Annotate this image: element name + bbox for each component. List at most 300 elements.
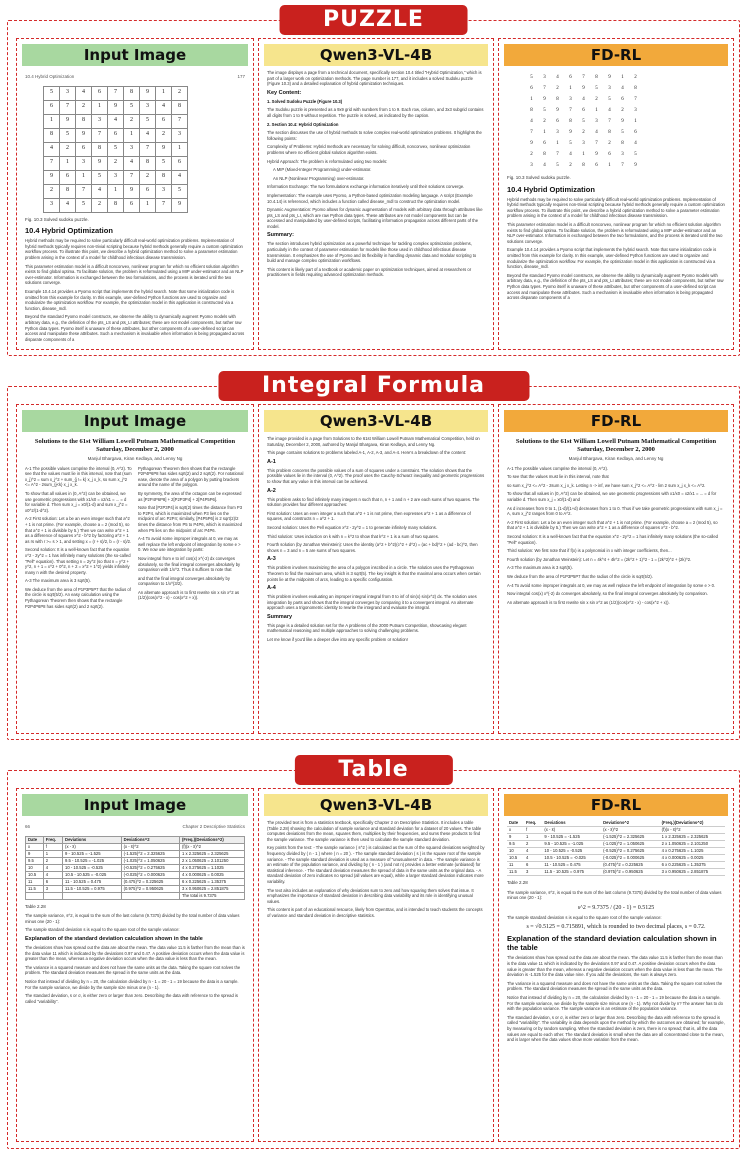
sudoku-cell: 8 xyxy=(140,156,156,170)
sudoku-cell: 3 xyxy=(92,114,108,128)
sudoku-cell: 1 xyxy=(543,129,546,135)
paragraph: Beyond the standard Pyomo model constructs, we observe the ability to dynamically augment Pyomo models with arbitrary data, e.g., the definition of the pts_LS and pts_LI attributes; these are not model components, but rather raw Python data types. Pyomo itself is unaware of these attributes, but other components of a user-defined script can access and manipulate these attributes. Such a mechanism is invaluable when information is being propagated across disparate components of a xyxy=(507,272,724,301)
solution-text: To show that all values in (0, A^2) can be obtained, we use geometric progressions with x1/x0 = x2/x1 = ... = d for variable d. Then sum x_j = x0/(1-d) and sum x_j^2 = x0^2/(1-d^2). xyxy=(25,490,128,513)
paper-authors: Manjul Bhargava, Kiran Kedlaya, and Lenny Ng xyxy=(568,456,664,461)
sudoku-cell: 5 xyxy=(156,156,172,170)
solution-text: Now integral cos(x) x^(-2) dx converges absolutely, so the final integral converges absolutely by comparison. xyxy=(507,591,708,597)
table-cell: f xyxy=(43,843,62,850)
sudoku-cell: 3 xyxy=(582,140,585,146)
paragraph: The standard deviation, s or σ, is either zero or larger than zero. Describing the data with reference to the spread is called "variability". The variability in data depends upon the method by which the outcomes are obtained; for example, by measuring or by random sampling. When the standard deviation is zero, there is no spread; that is, all the data values are equal to each other. The standard deviation is small when the data are all concentrated close to the mean, and is larger when the data values show more variation from the mean. xyxy=(507,1014,725,1043)
sudoku-cell: 8 xyxy=(595,74,598,80)
sudoku-cell: 6 xyxy=(582,107,585,113)
sudoku-cell: 4 xyxy=(543,162,546,168)
table-row xyxy=(26,864,245,871)
paragraph: Let me know if you'd like a deeper dive into any specific problem or solution! xyxy=(267,637,408,643)
subheading: 1. Solved Sudoku Puzzle (Figure 10.3) xyxy=(267,98,343,104)
sudoku-row xyxy=(44,128,188,142)
bullet-item: Complexity of Problems: Hybrid methods are necessary for solving difficult, nonconvex, nonlinear optimization problems where no efficient global solution algorithm exists. xyxy=(267,144,471,155)
table-cell: 10 xyxy=(507,848,524,855)
panel-input-image xyxy=(16,788,254,1142)
table-cell: (0.975)^2 = 0.950625 xyxy=(121,885,179,892)
paragraph: The section discusses the use of hybrid methods to solve complex real-world optimization problems. It highlights the following points: xyxy=(267,130,482,141)
sudoku-cell: 5 xyxy=(543,107,546,113)
table-header-cell: Date xyxy=(507,820,524,827)
table-row xyxy=(26,857,245,864)
sudoku-cell: 9 xyxy=(608,74,611,80)
sudoku-cell: 5 xyxy=(44,86,60,100)
table-cell: 4 xyxy=(43,871,62,878)
table-row xyxy=(507,862,725,869)
sudoku-cell: 5 xyxy=(124,100,140,114)
table-cell: 9 - 10.525 = -1.525 xyxy=(542,834,601,841)
solution-text: A-2 First solution: Let a be an even integer such that a^2 + 1 is not prime. (For example, choose a = 2 (mod 5), so that a^2 + 1 is divisible by 5.) Then we can write a^2 + 1 as a difference of squares x^2 - b^2. xyxy=(507,519,718,531)
sudoku-cell: 8 xyxy=(124,86,140,100)
sudoku-cell: 7 xyxy=(556,151,559,157)
sudoku-cell: 9 xyxy=(140,86,156,100)
table-cell: 10 xyxy=(26,864,44,871)
sudoku-cell: 4 xyxy=(621,85,624,91)
subheading: Explanation of the standard deviation calculation shown in the table xyxy=(25,935,203,942)
table-row xyxy=(507,834,725,841)
sudoku-cell: 4 xyxy=(76,86,92,100)
paragraph: This problem concerns the possible values of a sum of squares under a constraint. The solution shows that the possible values lie in the interval (0, A^2). The proof uses the Cauchy-Schwarz inequality and geometric progressions to show that any value in this interval can be achieved. xyxy=(267,467,485,484)
table-header-cell: Date xyxy=(26,836,44,843)
table-cell: The total is 9.7375 xyxy=(179,892,244,899)
table-row xyxy=(26,850,245,857)
sudoku-cell: 4 xyxy=(92,184,108,198)
sudoku-cell: 3 xyxy=(76,156,92,170)
sudoku-cell: 3 xyxy=(556,129,559,135)
sudoku-cell: 8 xyxy=(556,96,559,102)
sudoku-cell: 7 xyxy=(530,129,533,135)
paragraph: The deviations show how spread out the data are about the mean. The data value 11.5 is farther from the mean than is the data value 11 which is indicated by the deviations 0.97 and 0.47. A positive deviation occurs when the data value is greater than the mean, whereas a negative deviation occurs when the data value is less than the mean. xyxy=(25,944,245,962)
table-row xyxy=(507,855,725,862)
sudoku-cell: 4 xyxy=(140,128,156,142)
bullet-item: Third solution: Uses induction on k with n = k^2 to show that k^2 + 1 is a sum of two squares. xyxy=(267,533,439,539)
solution-text: A-1 The possible values comprise the interval (0, A^2). To see that the values must lie in this interval, note that (sum x_j)^2 = sum x_j^2 + sum_{j != k} x_j x_k, so sum x_j^2 <= A^2 - 2sum_{j<k} x_j x_k. xyxy=(25,465,132,488)
sudoku-cell: 7 xyxy=(76,184,92,198)
sudoku-cell: 6 xyxy=(621,96,624,102)
solution-text: A-2 First solution: Let a be an even integer such that a^2 + 1 is not prime. (For example, choose a = 2 (mod 5), so that a^2 + 1 is divisible by 5.) Then we can write a^2 + 1 as a difference of squares x^2 - b^2 by factoring a^2 + 1 as rs with r >= s > 1, and setting x = (r + s)/2, b = (r - s)/2. xyxy=(25,516,132,544)
table-caption: Table 2.28 xyxy=(25,903,46,909)
paragraph: Example 10.4.14 provides a Pyomo script that implements the hybrid search. Note that some initialization code is omitted from this example for clarity. In this example, user-defined Python functions are used to organize and modularize the optimization workflow. For example, the optimization model in this application is constructed via a function, disease_mdl. xyxy=(507,247,717,270)
intro-text: This page contains solutions to problems labeled A-1, A-2, A-3, and A-4. Here's a breakdown of the content: xyxy=(267,450,467,456)
sudoku-cell: 5 xyxy=(92,170,108,184)
table-cell: 9.5 xyxy=(26,857,44,864)
panel-header: Qwen3-VL-4B xyxy=(264,44,488,66)
sudoku-cell: 6 xyxy=(140,184,156,198)
sudoku-cell: 1 xyxy=(76,170,92,184)
table-header-cell: Deviations xyxy=(63,836,122,843)
sudoku-cell: 1 xyxy=(172,142,188,156)
solution-text: A-1 The possible values comprise the interval (0, A^2). xyxy=(507,465,609,471)
sudoku-cell: 7 xyxy=(569,107,572,113)
sudoku-cell: 8 xyxy=(608,129,611,135)
subheading: Summary xyxy=(267,613,293,620)
table-cell: 11.5 xyxy=(507,869,524,876)
sudoku-cell: 5 xyxy=(634,151,637,157)
table-cell xyxy=(43,892,62,899)
sudoku-cell: 3 xyxy=(172,128,188,142)
paragraph: The deviations show how spread out the data are about the mean. The data value 11.5 is farther from the mean than is the data value 11 which is indicated by the deviations 0.97 and 0.47. A positive deviation occurs when the data value is greater than the mean, whereas a negative deviation occurs when the data value is less than the mean. The deviation is -1.525 for the data value nine. If you add the deviations, the sum is always zero. xyxy=(507,955,723,978)
sudoku-cell: 7 xyxy=(621,162,624,168)
sudoku-cell: 5 xyxy=(172,184,188,198)
sudoku-cell: 7 xyxy=(172,114,188,128)
sudoku-cell: 6 xyxy=(543,140,546,146)
table-cell: 3 xyxy=(43,885,62,892)
page-header xyxy=(25,824,245,830)
sudoku-cell: 1 xyxy=(124,128,140,142)
sudoku-cell: 5 xyxy=(530,74,533,80)
sudoku-cell: 8 xyxy=(60,184,76,198)
subheading: Key Content: xyxy=(267,89,302,96)
paper-title: Solutions to the 61st William Lowell Putnam Mathematical Competition Saturday, December 2, 2000 xyxy=(34,438,236,453)
column-right xyxy=(138,466,245,613)
panel-header: Input Image xyxy=(22,44,248,66)
sudoku-cell: 1 xyxy=(140,198,156,212)
sudoku-cell: 4 xyxy=(608,107,611,113)
sudoku-cell: 3 xyxy=(530,162,533,168)
sudoku-cell: 7 xyxy=(543,85,546,91)
sudoku-cell: 6 xyxy=(634,129,637,135)
sudoku-cell: 6 xyxy=(172,156,188,170)
paragraph: This parameter estimation model is a difficult nonconvex, nonlinear program for which no efficient solution algorithm exists to find global optima. To facilitate solution, the problem is reformulated using a MIP under-estimator and an NLP over-estimator. Information is exchanged between the two formulations, and the process is iterated until the two solutions converge. xyxy=(507,221,723,244)
sudoku-cell: 2 xyxy=(60,142,76,156)
sudoku-cell: 2 xyxy=(124,114,140,128)
sudoku-cell: 9 xyxy=(76,128,92,142)
sudoku-cell: 5 xyxy=(595,85,598,91)
table-cell: 1 xyxy=(524,834,542,841)
paragraph: Beyond the standard Pyomo model constructs, we observe the ability to dynamically augment Pyomo models with arbitrary data, e.g., the definition of the pts_LS and pts_LI attributes; these are not model components, but rather raw Python data types. Pyomo itself is unaware of these attributes, but other components of a user-defined script can access and manipulate these attributes. Such a mechanism is invaluable when information is being propagated across disparate components of a xyxy=(25,314,245,342)
section-heading: 10.4 Hybrid Optimization xyxy=(507,184,595,194)
table-cell xyxy=(26,892,44,899)
solution-text: An alternate approach is to first rewrite sin x sin x^2 as (1/2)(cos(x^2 - x) - cos(x^2 + x)). xyxy=(507,599,670,605)
sudoku-row xyxy=(44,86,188,100)
sudoku-cell: 4 xyxy=(156,100,172,114)
paragraph: The sample standard deviation s is equal to the square root of the sample variance: xyxy=(507,914,662,920)
table-cell: 6 xyxy=(43,878,62,885)
sudoku-cell: 8 xyxy=(634,85,637,91)
sudoku-cell: 3 xyxy=(608,85,611,91)
panel-header: Qwen3-VL-4B xyxy=(264,794,488,816)
paragraph: The variance is a squared measure and does not have the same units as the data. Taking the square root solves the problem. The standard deviation measures the spread in the same units as the data. xyxy=(25,964,241,976)
sudoku-cell: 6 xyxy=(569,74,572,80)
table-header-cell: Freq. xyxy=(43,836,62,843)
table-cell: 10.5 xyxy=(26,871,44,878)
solution-text: To show that all values in (0, A^2) can be obtained, we use geometric progressions with x1/x0 = x2/x1 = ... = d for variable d. Then sum x_j = x0/(1-d) and xyxy=(507,491,717,502)
paragraph: Notice that instead of dividing by n = 20, the calculation divided by n - 1 = 20 - 1 = 19 because the data is a sample. For the sample variance, we divide by the sample size minus one (n - 1). xyxy=(25,978,239,990)
table-cell: 4 x 0.000625 = 0.0025 xyxy=(179,871,244,878)
paragraph: The text also includes an explanation of why deviations sum to zero and how squaring them solves that issue. It emphasizes the importance of standard deviation in describing data variability and its role in identifying unusual values. xyxy=(267,887,474,904)
solution-text: Second solution: It is a well-known fact that the equation x^2 - 2y^2 = 1 has infinitely many solutions (the so-called "Pell" equation). xyxy=(507,533,718,545)
panel-qwen xyxy=(258,38,494,350)
sudoku-cell: 2 xyxy=(556,85,559,91)
sudoku-cell: 5 xyxy=(76,198,92,212)
section-title-integral-formula: Integral Formula xyxy=(218,371,529,401)
table-cell: (-1.025)^2 = 1.050625 xyxy=(121,857,179,864)
equation: s = √0.5125 = 0.715891, which is rounded to two decimal places, s = 0.72. xyxy=(526,924,706,931)
sudoku-cell: 9 xyxy=(621,118,624,124)
sudoku-cell: 7 xyxy=(156,198,172,212)
solution-text: and that the final integral converges absolutely by comparison to 1/x^{3/2}. xyxy=(138,575,230,587)
sudoku-cell: 8 xyxy=(44,128,60,142)
sudoku-row xyxy=(525,116,642,127)
table-header-cell: (Freq.)(Deviations^2) xyxy=(179,836,244,843)
sudoku-cell: 2 xyxy=(140,170,156,184)
sudoku-cell: 2 xyxy=(92,198,108,212)
sudoku-cell: 1 xyxy=(621,74,624,80)
table-cell: f xyxy=(524,827,542,834)
sudoku-cell: 3 xyxy=(634,107,637,113)
sudoku-cell: 2 xyxy=(172,86,188,100)
table-header-cell: Deviations^2 xyxy=(601,820,660,827)
sudoku-cell: 8 xyxy=(108,198,124,212)
sudoku-cell: 1 xyxy=(634,118,637,124)
sudoku-cell: 9 xyxy=(124,184,140,198)
sudoku-cell: 9 xyxy=(44,170,60,184)
sudoku-cell: 1 xyxy=(582,151,585,157)
sudoku-cell: 6 xyxy=(60,170,76,184)
sudoku-cell: 7 xyxy=(140,142,156,156)
sudoku-cell: 2 xyxy=(621,107,624,113)
bullet-item: Hybrid Approach: The problem is reformulated using two models: xyxy=(267,158,388,164)
table-cell: 4 x 0.275625 = 1.1025 xyxy=(660,848,725,855)
sudoku-cell: 5 xyxy=(569,140,572,146)
solution-text: Now integral from e to inf cos(x) x^(-2) dx converges absolutely, so the final integral converges absolutely by comparison with 1/x^2. Thus it suffices to note that xyxy=(138,555,241,573)
panel-fdrl xyxy=(498,788,734,1142)
table-cell xyxy=(63,892,122,899)
sudoku-cell: 4 xyxy=(60,198,76,212)
paragraph: This parameter estimation model is a difficult nonconvex, nonlinear program for which no efficient solution algorithm exists to find global optima. To facilitate solution, the problem is reformulated using a MIP under-estimator and an NLP over-estimator. Information is exchanged between the two formulations, and the process is iterated until the two solutions converge. xyxy=(25,263,244,286)
sudoku-cell: 4 xyxy=(108,114,124,128)
sudoku-cell: 8 xyxy=(76,114,92,128)
table-cell: 4 x 0.000625 = 0.0025 xyxy=(660,855,725,862)
sudoku-cell: 2 xyxy=(543,118,546,124)
table-cell: 4 xyxy=(524,855,542,862)
paragraph: The Sudoku puzzle is presented as a 9x9 grid with numbers from 1 to 9. Each row, column, and 3x3 subgrid contains all digits from 1 to 9 without repetition. The puzzle is solved, as indicated by the caption. xyxy=(267,107,484,118)
table-row xyxy=(507,869,725,876)
sudoku-cell: 4 xyxy=(582,96,585,102)
sudoku-grid xyxy=(525,72,642,171)
sudoku-cell: 3 xyxy=(108,170,124,184)
sudoku-cell: 9 xyxy=(156,142,172,156)
sudoku-row xyxy=(525,160,642,171)
sudoku-cell: 4 xyxy=(634,140,637,146)
sudoku-cell: 3 xyxy=(44,198,60,212)
table-cell: 9.5 xyxy=(507,841,524,848)
table-cell: 4 xyxy=(524,848,542,855)
table-cell: (f)(x - x̄)^2 xyxy=(179,843,244,850)
paragraph: This page is a detailed solution set for the A problems of the 2000 Putnam Competition, showcasing elegant mathematical reasoning and multiple approaches to solving challenging problems. xyxy=(267,622,467,634)
sudoku-cell: 2 xyxy=(76,100,92,114)
table-cell: (-1.525)^2 = 2.325625 xyxy=(121,850,179,857)
sudoku-cell: 8 xyxy=(530,107,533,113)
subheading: A-2 xyxy=(267,487,276,494)
table-cell: (x - x̄) xyxy=(542,827,601,834)
sudoku-cell: 1 xyxy=(556,140,559,146)
table-cell: (x - x̄)^2 xyxy=(601,827,660,834)
sudoku-cell: 6 xyxy=(76,142,92,156)
sudoku-cell: 6 xyxy=(44,100,60,114)
sudoku-cell: 8 xyxy=(172,100,188,114)
sudoku-cell: 6 xyxy=(608,151,611,157)
table-cell: 2 x 1.050625 = 2.101250 xyxy=(660,841,725,848)
table-cell: 11 - 10.525 = 0.475 xyxy=(542,862,601,869)
sudoku-cell: 1 xyxy=(156,86,172,100)
sudoku-cell: 3 xyxy=(140,100,156,114)
sudoku-cell: 1 xyxy=(92,100,108,114)
subheading: Summary: xyxy=(267,232,294,239)
solution-text: Second solution: It is a well-known fact that the equation x^2 - 2y^2 = 1 has infinitely many solutions (the so-called "Pell" equation). Thus setting n = 2y^2 (so that n = y^2 + y^2, n + 1 = x^2 + 0^2, n + 2 = x^2 + 1^2) yields infinitely many n with the desired property. xyxy=(25,547,131,575)
sudoku-cell: 3 xyxy=(124,142,140,156)
sudoku-cell: 6 xyxy=(124,198,140,212)
paragraph: The sample standard deviation s is equal to the square root of the sample variance: xyxy=(25,927,180,933)
sudoku-cell: 4 xyxy=(44,142,60,156)
sudoku-cell: 7 xyxy=(60,100,76,114)
sudoku-cell: 9 xyxy=(92,156,108,170)
solution-text: We deduce from the area of P1P3P5P7 that the radius of the circle is sqrt(5/2). xyxy=(507,573,653,579)
sudoku-row xyxy=(525,72,642,83)
sudoku-cell: 6 xyxy=(530,85,533,91)
sudoku-row xyxy=(44,156,188,170)
paragraph: Hybrid methods may be required to solve particularly difficult real-world optimization problems. Implementation of hybrid methods typically requires non-trivial scripting because hybrid methods generally require a custom optimization workflow process. To illustrate this point, we describe a hybrid optimization method to solve a parameter estimation problem arising in the context of a model for childhood infectious disease transmission. xyxy=(25,238,243,260)
sudoku-cell: 5 xyxy=(60,128,76,142)
table-cell: 10.5 xyxy=(507,855,524,862)
bullet-item: Implementation: The example uses Pyomo, a Python-based optimization modeling language. A script (Example 10.4.14) is referenced, which includes a function called disease_mdl to construct the optimization model. xyxy=(267,192,473,204)
table-row xyxy=(507,841,725,848)
sudoku-cell: 1 xyxy=(108,184,124,198)
sudoku-cell: 9 xyxy=(556,107,559,113)
paper-authors: Manjul Bhargava, Kiran Kedlaya, and Lenny Ng xyxy=(87,456,183,461)
sudoku-cell: 3 xyxy=(621,151,624,157)
table-cell: (x - x̄)^2 xyxy=(121,843,179,850)
table-cell: 1 x 2.325625 = 2.325625 xyxy=(179,850,244,857)
sudoku-grid xyxy=(43,86,188,213)
chapter-title: Chapter 2 Descriptive Statistics xyxy=(182,824,245,829)
table-cell: 1 x 2.325625 = 2.325625 xyxy=(660,834,725,841)
sudoku-row xyxy=(44,184,188,198)
sudoku-row xyxy=(525,94,642,105)
sudoku-cell: 3 xyxy=(60,86,76,100)
panel-header: Qwen3-VL-4B xyxy=(264,410,488,432)
sudoku-cell: 7 xyxy=(108,86,124,100)
table-cell: 10 - 10.525 = -0.525 xyxy=(542,848,601,855)
page-header xyxy=(25,74,245,80)
solution-text: To see that the values must lie in this interval, note that xyxy=(507,474,609,480)
sudoku-row xyxy=(525,105,642,116)
sudoku-cell: 1 xyxy=(595,107,598,113)
bullet-item: Information Exchange: The two formulations exchange information iteratively until their solutions converge. xyxy=(267,184,465,190)
data-table xyxy=(25,836,245,900)
table-cell: 11.5 - 10.525 = 0.975 xyxy=(63,885,122,892)
section-title-puzzle: PUZZLE xyxy=(279,5,468,35)
sudoku-cell: 7 xyxy=(92,128,108,142)
solution-text: Fourth solution (by Jonathan Weinstein): Let n = 4k^4 + 4k^2 = (2k^2 + 1)^2 - 1 = (2k^2)^2 + (2k)^2. xyxy=(507,556,692,562)
paragraph: This problem asks to find infinitely many integers n such that n, n + 1 and n + 2 are each sums of two squares. The solution provides four different approaches: xyxy=(267,496,480,508)
solution-text: A-3 The maximum area is 3 sqrt(5). xyxy=(507,565,573,571)
table-cell xyxy=(121,892,179,899)
page-header-title: 10.4 Hybrid Optimization xyxy=(25,74,75,79)
sudoku-cell: 7 xyxy=(124,170,140,184)
table-cell: 6 xyxy=(524,862,542,869)
table-cell: 10.5 - 10.525 = -0.025 xyxy=(542,855,601,862)
table-cell: 3 xyxy=(524,869,542,876)
table-cell: (x - x̄) xyxy=(63,843,122,850)
intro-text: The image provided is a page from Solutions to the 61st William Lowell Putnam Mathematical Competition, held on Saturday, December 2, 2000, authored by Manjul Bhargava, Kiran Kedlaya, and Lenny Ng. xyxy=(267,436,480,447)
sudoku-cell: 9 xyxy=(543,96,546,102)
table-cell: (-0.025)^2 = 0.000625 xyxy=(121,871,179,878)
sudoku-cell: 3 xyxy=(569,96,572,102)
sudoku-cell: 4 xyxy=(530,118,533,124)
sudoku-row xyxy=(44,100,188,114)
table-header-cell: Deviations xyxy=(542,820,601,827)
panel-qwen xyxy=(258,788,494,1142)
sudoku-cell: 5 xyxy=(582,118,585,124)
subheading: Explanation of the standard deviation calculation shown in the table xyxy=(507,934,717,953)
sudoku-cell: 2 xyxy=(108,156,124,170)
sudoku-cell: 1 xyxy=(569,85,572,91)
sudoku-cell: 2 xyxy=(634,74,637,80)
panel-qwen xyxy=(258,404,494,734)
solution-text: A-3 The maximum area is 3 sqrt(5). xyxy=(25,578,91,584)
table-cell: (-0.525)^2 = 0.275625 xyxy=(601,848,660,855)
paragraph: The variance is a squared measure and does not have the same units as the data. Taking the square root solves the problem. The standard deviation measures the spread in the same units as the data. xyxy=(507,980,723,992)
sudoku-row xyxy=(525,83,642,94)
table-cell: (0.975)^2 = 0.950625 xyxy=(601,869,660,876)
table-cell: (-0.025)^2 = 0.000625 xyxy=(601,855,660,862)
sudoku-cell: 6 xyxy=(156,114,172,128)
sudoku-cell: 6 xyxy=(595,162,598,168)
bullet-item: Second solution: Uses the Pell equation x^2 - 2y^2 = 1 to generate infinitely many solutions. xyxy=(267,524,438,530)
sudoku-cell: 1 xyxy=(608,162,611,168)
table-cell: (-1.025)^2 = 1.050625 xyxy=(601,841,660,848)
sudoku-cell: 8 xyxy=(92,142,108,156)
sudoku-cell: 6 xyxy=(92,86,108,100)
sudoku-cell: 8 xyxy=(543,151,546,157)
table-header-cell: Deviations^2 xyxy=(121,836,179,843)
table-cell: 9.5 - 10.525 = -1.025 xyxy=(542,841,601,848)
table-cell: 11 - 10.525 = 0.475 xyxy=(63,878,122,885)
subheading: 2. Section 10.4: Hybrid Optimization xyxy=(267,121,339,127)
sudoku-cell: 9 xyxy=(582,85,585,91)
table-cell: (0.475)^2 = 0.225625 xyxy=(121,878,179,885)
table-cell: 3 x 0.950625 = 2.851875 xyxy=(660,869,725,876)
panel-input-image xyxy=(16,404,254,734)
table-cell: 2 xyxy=(43,857,62,864)
sudoku-cell: 1 xyxy=(530,96,533,102)
paragraph: Example 10.4.14 provides a Pyomo script that implements the hybrid search. Note that some initialization code is omitted from this example for clarity. In this example, user-defined Python functions are used to organize and modularize the optimization workflow. For example, the optimization model in this application is constructed via a function, disease_mdl. xyxy=(25,288,235,311)
page-number: 177 xyxy=(237,74,245,79)
table-cell: 9 - 10.525 = -1.525 xyxy=(63,850,122,857)
sudoku-cell: 7 xyxy=(44,156,60,170)
paragraph: The sample variance, s^2, is equal to the sum of the last column (9.7375) divided by the total number of data values minus one (20 - 1): xyxy=(25,913,240,924)
sudoku-cell: 5 xyxy=(556,162,559,168)
paragraph: This problem involves maximizing the area of a polygon inscribed in a circle. The solution uses the Pythagorean Theorem to find the maximum area, which is 3 sqrt(5). The key insight is that the maximal area occurs when certain points lie at the midpoints of arcs, leading to a specific configuration. xyxy=(267,565,481,582)
table-row xyxy=(26,885,245,892)
paragraph: Notice that instead of dividing by n = 20, the calculation divided by n - 1 = 20 - 1 = 19 because the data is a sample. For the sample variance, we divide by the sample size minus one (n - 1). Why not divide by n? The answer has to do with the population variance. The sample variance is an estimate of the population variance. xyxy=(507,994,723,1012)
data-table xyxy=(507,820,725,876)
sudoku-cell: 2 xyxy=(608,140,611,146)
panel-header: FD-RL xyxy=(504,44,728,66)
table-cell: 11 xyxy=(26,878,44,885)
sudoku-cell: 8 xyxy=(621,140,624,146)
paragraph: This content is likely part of a textbook or academic paper on optimization techniques, aimed at researchers or practitioners in fields requiring advanced optimization methods. xyxy=(267,266,472,278)
solution-text: so sum x_j^2 <= A^2 - 2sum x_j x_k. Letting n -> inf, we have sum x_j^2 <= A^2 - lim 2 sum x_j x_k <= A^2. xyxy=(507,482,706,488)
sudoku-cell: 2 xyxy=(569,162,572,168)
table-cell: 4 x 0.275625 = 1.1025 xyxy=(179,864,244,871)
bullet-item: Dynamic Augmentation: Pyomo allows for dynamic augmentation of models with arbitrary data through attributes like pts_LS and pts_LI, which are raw Python data types. These attributes are not model components but can be accessed and manipulated by user-defined scripts, facilitating information propagation across different parts of the model. xyxy=(267,207,483,229)
bullet-item: A MIP (Mixed-Integer Programming) under-estimator. xyxy=(273,167,372,173)
